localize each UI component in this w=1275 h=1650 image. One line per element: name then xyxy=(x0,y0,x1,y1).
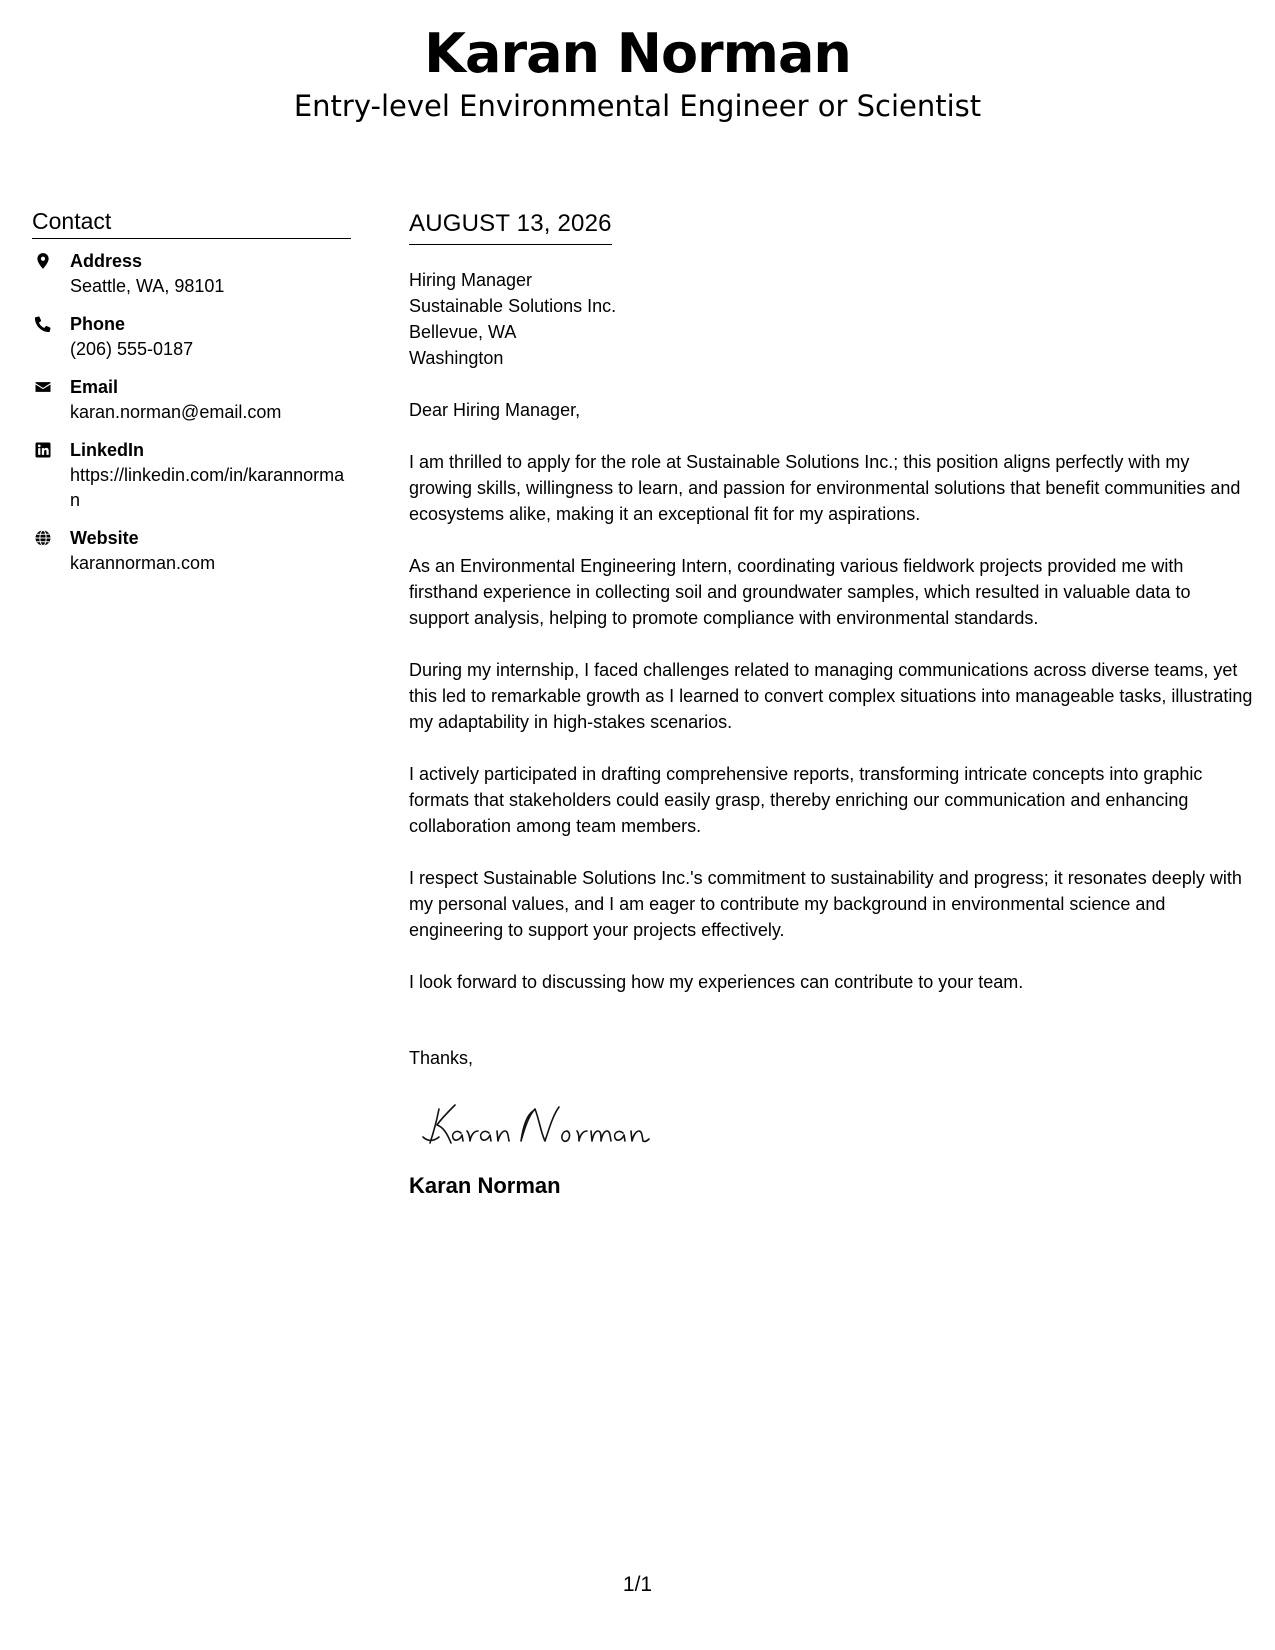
map-pin-icon xyxy=(34,252,52,270)
letter-date: AUGUST 13, 2026 xyxy=(409,208,612,245)
contact-label: Website xyxy=(70,528,139,548)
contact-value[interactable]: https://linkedin.com/in/karannorman xyxy=(70,465,345,510)
contact-label: LinkedIn xyxy=(70,440,145,460)
recipient-line: Washington xyxy=(409,348,504,368)
sidebar xyxy=(32,206,351,589)
recipient-line: Hiring Manager xyxy=(409,270,533,290)
contact-value[interactable]: karannorman.com xyxy=(70,553,216,573)
handwritten-signature xyxy=(417,1093,677,1153)
job-title: Entry-level Environmental Engineer or Scientist xyxy=(293,89,982,123)
contact-list xyxy=(32,249,351,576)
contact-label: Address xyxy=(70,251,143,271)
contact-item-linkedin xyxy=(32,438,351,513)
contact-value: (206) 555-0187 xyxy=(70,339,194,359)
contact-item-website xyxy=(32,526,351,576)
candidate-name: Karan Norman xyxy=(424,22,851,85)
letter-paragraph: I actively participated in drafting comprehensive reports, transforming intricate concepts into graphic formats that stakeholders could easily grasp, thereby enriching our communication and enhancing collaboration among team members. xyxy=(409,764,1203,836)
letter-paragraph: I respect Sustainable Solutions Inc.'s commitment to sustainability and progress; it resonates deeply with my personal values, and I am eager to contribute my background in environmental science and engineering to support your projects effectively. xyxy=(409,868,1242,940)
letter-paragraph: As an Environmental Engineering Intern, coordinating various fieldwork projects provided me with firsthand experience in collecting soil and groundwater samples, which resulted in valuable data to support analysis, helping to promote compliance with environmental standards. xyxy=(409,556,1191,628)
letter-paragraph: During my internship, I faced challenges related to managing communications across diverse teams, yet this led to remarkable growth as I learned to convert complex situations into manageable tasks, illustrating my adaptability in high-stakes scenarios. xyxy=(409,660,1253,732)
phone-icon xyxy=(34,315,52,333)
envelope-icon xyxy=(34,378,52,396)
letter-paragraph: I look forward to discussing how my experiences can contribute to your team. xyxy=(409,972,1024,992)
contact-value[interactable]: karan.norman@email.com xyxy=(70,402,282,422)
page-number: 1/1 xyxy=(622,1573,653,1596)
contact-label: Phone xyxy=(70,314,126,334)
contact-item-phone xyxy=(32,312,351,362)
contact-heading: Contact xyxy=(32,206,351,239)
linkedin-icon xyxy=(34,441,52,459)
contact-item-email xyxy=(32,375,351,425)
closing: Thanks, xyxy=(409,1048,474,1068)
contact-value: Seattle, WA, 98101 xyxy=(70,276,225,296)
contact-label: Email xyxy=(70,377,119,397)
contact-item-address xyxy=(32,249,351,299)
letter-body xyxy=(409,208,1255,1201)
signer-name: Karan Norman xyxy=(409,1173,561,1198)
globe-icon xyxy=(34,529,52,547)
salutation: Dear Hiring Manager, xyxy=(409,400,581,420)
recipient-line: Bellevue, WA xyxy=(409,322,517,342)
recipient-block xyxy=(409,267,1255,371)
letter-paragraph: I am thrilled to apply for the role at Sustainable Solutions Inc.; this position aligns perfectly with my growing skills, willingness to learn, and passion for environmental solutions that benefit communities and ecosystems alike, making it an exceptional fit for my aspirations. xyxy=(409,452,1241,524)
recipient-line: Sustainable Solutions Inc. xyxy=(409,296,617,316)
